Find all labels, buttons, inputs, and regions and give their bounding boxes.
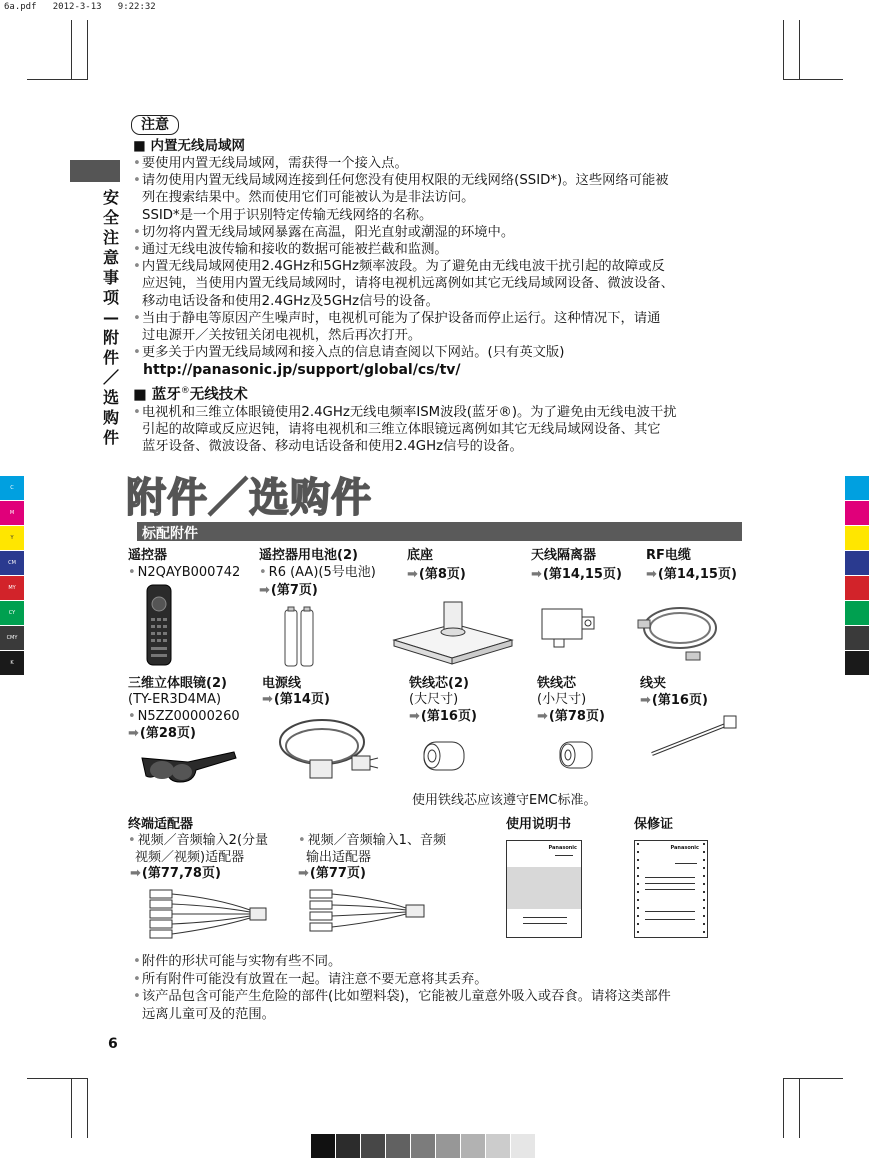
- color-swatch: Y: [0, 526, 24, 550]
- glasses-model1: (TY-ER3D4MA): [128, 692, 222, 707]
- remote-control-image: [146, 584, 172, 666]
- bullet-icon: •: [133, 954, 141, 969]
- bluetooth-note-line: [133, 404, 753, 421]
- bluetooth-title: [133, 383, 248, 404]
- batteries-ref-text: (第7页): [270, 583, 318, 598]
- section-bar: [137, 522, 742, 541]
- adaptor2-ref: [298, 866, 366, 882]
- isolator-ref: [531, 567, 622, 583]
- adaptor2-line1-text: 视频／音频输入1、音频: [307, 833, 446, 848]
- wlan-note-line: [133, 275, 753, 292]
- side-tab-char: 安: [102, 188, 119, 207]
- bullet-icon: •: [133, 989, 141, 1004]
- wlan-note-line: [133, 293, 753, 310]
- power-cord-title: 电源线: [262, 676, 302, 691]
- bluetooth-title-pre: ■ 蓝牙: [133, 387, 181, 403]
- ferrite-large-size: (大尺寸): [409, 692, 459, 707]
- wlan-note-line-text: SSID*是一个用于识别特定传输无线网络的名称。: [142, 207, 433, 223]
- batteries-spec-text: R6 (AA)(5号电池): [268, 565, 376, 580]
- glasses-model2: [128, 709, 240, 725]
- isolator-title: 天线隔离器: [531, 548, 597, 563]
- color-swatch: [845, 476, 869, 500]
- footer-note-line: [133, 988, 753, 1006]
- color-swatch: MY: [0, 576, 24, 600]
- stand-image: [392, 598, 514, 668]
- footer-note-line: [133, 1006, 753, 1024]
- ferrite-small-title: 铁线芯: [537, 676, 577, 691]
- adaptors-title: 终端适配器: [128, 817, 194, 832]
- clamper-ref: [640, 693, 708, 709]
- color-swatch: [845, 601, 869, 625]
- gray-swatch: [461, 1134, 485, 1158]
- wlan-title: ■ 内置无线局域网: [133, 138, 245, 154]
- adaptor2-line1: [298, 833, 446, 849]
- gray-swatch: [511, 1134, 535, 1158]
- bullet-icon: •: [133, 173, 141, 189]
- gray-swatch: [411, 1134, 435, 1158]
- footer-notes: [133, 953, 753, 1023]
- wlan-note-line-text: 内置无线局域网使用2.4GHz和5GHz频率波段。为了避免由无线电波干扰引起的故障或反: [141, 259, 665, 275]
- ferrite-large-title: 铁线芯(2): [409, 676, 469, 691]
- side-tab-char: 选: [102, 388, 119, 407]
- wlan-note-line-text: 通过无线电波传输和接收的数据可能被拦截和监测。: [141, 242, 448, 258]
- side-tab-char: —: [103, 308, 119, 327]
- color-swatch: [845, 526, 869, 550]
- color-swatch: CY: [0, 601, 24, 625]
- color-swatch: CMY: [0, 626, 24, 650]
- adaptor2-line2: 输出适配器: [306, 850, 372, 865]
- arrow-icon: ➡: [262, 692, 273, 707]
- side-tab-char: ／: [102, 368, 119, 387]
- gray-swatch: [436, 1134, 460, 1158]
- adaptor1-image: [146, 888, 274, 940]
- side-tab-char: 附: [102, 328, 119, 347]
- warranty-brand: Panasonic: [670, 845, 699, 851]
- side-tab-char: 全: [102, 208, 119, 227]
- footer-note-line: [133, 971, 753, 989]
- arrow-icon: ➡: [298, 866, 309, 881]
- manual-brand: Panasonic: [548, 845, 577, 851]
- arrow-icon: ➡: [531, 567, 542, 582]
- page-number: 6: [108, 1036, 118, 1052]
- isolator-ref-text: (第14,15页): [542, 567, 622, 582]
- footer-note-line-text: 该产品包含可能产生危险的部件(比如塑料袋)，它能被儿童意外吸入或吞食。请将这类部件: [141, 989, 671, 1004]
- stand-title: 底座: [407, 548, 434, 563]
- arrow-icon: ➡: [537, 709, 548, 724]
- batteries-ref: [259, 583, 318, 599]
- wlan-note-line: [133, 310, 753, 327]
- wlan-note-line: [133, 189, 753, 206]
- footer-note-line-text: 附件的形状可能与实物有些不同。: [141, 954, 342, 969]
- ferrite-small-size: (小尺寸): [537, 692, 587, 707]
- footer-note-line: [133, 953, 753, 971]
- ferrite-large-ref-text: (第16页): [420, 709, 477, 724]
- bluetooth-note-line-text: 引起的故障或反应迟钝，请将电视机和三维立体眼镜远离例如其它无线局域网设备、其它: [142, 422, 661, 438]
- color-swatch: [845, 551, 869, 575]
- clamper-title: 线夹: [640, 676, 667, 691]
- wlan-note-line-text: 请勿使用内置无线局域网连接到任何您没有使用权限的无线网络(SSID*)。这些网络可能被: [141, 173, 669, 189]
- arrow-icon: ➡: [640, 693, 651, 708]
- stand-ref: [407, 567, 466, 583]
- side-tab-char: 件: [102, 348, 119, 367]
- side-tab-text: [99, 188, 123, 448]
- bullet-icon: •: [133, 310, 141, 326]
- wlan-note-line-text: 要使用内置无线局域网，需获得一个接入点。: [141, 156, 408, 171]
- wlan-note-line: [133, 155, 753, 172]
- file-header: 6a.pdf 2012-3-13 9:22:32: [4, 2, 156, 12]
- color-swatch: C: [0, 476, 24, 500]
- side-tab-char: 购: [102, 408, 119, 427]
- gray-swatch: [336, 1134, 360, 1158]
- wlan-note-line-text: 移动电话设备和使用2.4GHz及5GHz信号的设备。: [142, 293, 439, 309]
- power-cord-ref: [262, 692, 330, 708]
- rf-cable-ref-text: (第14,15页): [657, 567, 737, 582]
- bluetooth-note-line: [133, 438, 753, 455]
- warranty-card-image: [634, 840, 708, 938]
- remote-model-text: N2QAYB000742: [137, 565, 241, 580]
- adaptor1-ref-text: (第77,78页): [141, 866, 221, 881]
- adaptor1-ref: [130, 866, 221, 882]
- footer-note-line-text: 远离儿童可及的范围。: [142, 1006, 275, 1022]
- wlan-note-line: [133, 207, 753, 224]
- caution-heading-text: 注意: [141, 117, 169, 133]
- rf-cable-ref: [646, 567, 737, 583]
- bluetooth-title-sup: ®: [180, 386, 190, 397]
- caution-heading: [131, 115, 179, 135]
- manual-image: [506, 840, 582, 938]
- arrow-icon: ➡: [646, 567, 657, 582]
- color-swatch: [845, 576, 869, 600]
- gray-swatch: [486, 1134, 510, 1158]
- bullet-icon: •: [133, 156, 141, 171]
- 3d-glasses-image: [138, 748, 240, 786]
- side-tab-char: 件: [102, 428, 119, 447]
- bullet-icon: •: [133, 971, 141, 987]
- section-label: 标配附件: [142, 526, 198, 542]
- bluetooth-title-post: 无线技术: [189, 387, 248, 403]
- adaptor2-image: [306, 888, 430, 936]
- color-swatch: CM: [0, 551, 24, 575]
- wlan-note-line-text: 过电源开／关按钮关闭电视机，然后再次打开。: [142, 328, 422, 344]
- bluetooth-note-line-text: 蓝牙设备、微波设备、移动电话设备和使用2.4GHz信号的设备。: [142, 439, 523, 455]
- bullet-icon: •: [133, 405, 141, 420]
- adaptor1-line2: 视频／视频)适配器: [135, 850, 245, 865]
- page-title: 附件／选购件: [126, 475, 372, 521]
- arrow-icon: ➡: [128, 726, 139, 741]
- wlan-note-line: [133, 241, 753, 258]
- rf-cable-title: RF电缆: [646, 548, 691, 563]
- manual-title: 使用说明书: [506, 817, 572, 832]
- adaptor1-line1-text: 视频／音频输入2(分量: [137, 833, 269, 848]
- wlan-note-line-text: 列在搜索结果中。然而使用它们可能被认为是非法访问。: [142, 190, 475, 206]
- color-swatch: [845, 626, 869, 650]
- side-tab-char: 项: [102, 288, 119, 307]
- cable-clamper-image: [648, 712, 740, 758]
- ferrite-core-large-image: [418, 736, 470, 778]
- ferrite-small-ref-text: (第78页): [548, 709, 605, 724]
- wlan-note-line-text: 当由于静电等原因产生噪声时，电视机可能为了保护设备而停止运行。这种情况下，请通: [141, 310, 661, 326]
- remote-title: 遥控器: [128, 548, 168, 563]
- gray-swatch: [386, 1134, 410, 1158]
- stand-ref-text: (第8页): [418, 567, 466, 582]
- rf-cable-image: [636, 598, 720, 668]
- arrow-icon: ➡: [130, 866, 141, 881]
- side-tab-char: 事: [102, 268, 119, 287]
- arrow-icon: ➡: [407, 567, 418, 582]
- side-tab-char: 意: [102, 248, 119, 267]
- wlan-note-line: [133, 172, 753, 189]
- power-cord-image: [272, 712, 382, 790]
- bullet-icon: •: [133, 224, 141, 240]
- arrow-icon: ➡: [259, 583, 270, 598]
- remote-model: [128, 565, 240, 581]
- color-swatch: [845, 501, 869, 525]
- adaptor2-ref-text: (第77页): [309, 866, 366, 881]
- wlan-note-line-text: 切勿将内置无线局域网暴露在高温，阳光直射或潮湿的环境中。: [141, 224, 515, 240]
- ferrite-small-ref: [537, 709, 605, 725]
- side-tab-block: [70, 160, 120, 182]
- bluetooth-notes: [133, 404, 753, 456]
- batteries-image: [283, 606, 315, 668]
- wlan-notes: [133, 155, 753, 361]
- support-url: http://panasonic.jp/support/global/cs/tv/: [143, 362, 461, 378]
- wlan-note-line: [133, 327, 753, 344]
- batteries-spec: [259, 565, 376, 581]
- gray-swatch: [361, 1134, 385, 1158]
- batteries-title: 遥控器用电池(2): [259, 548, 358, 563]
- emc-note: 使用铁线芯应该遵守EMC标准。: [412, 793, 597, 808]
- warranty-title: 保修证: [634, 817, 674, 832]
- bluetooth-note-line-text: 电视机和三维立体眼镜使用2.4GHz无线电频率ISM波段(蓝牙®)。为了避免由无线电波干扰: [141, 405, 677, 420]
- ferrite-core-small-image: [556, 738, 598, 776]
- bullet-icon: •: [133, 345, 141, 361]
- color-swatch: [845, 651, 869, 675]
- power-cord-ref-text: (第14页): [273, 692, 330, 707]
- color-swatch: M: [0, 501, 24, 525]
- side-tab-char: 注: [102, 228, 119, 247]
- gray-swatch: [311, 1134, 335, 1158]
- glasses-ref: [128, 726, 196, 742]
- wlan-note-line-text: 应迟钝，当使用内置无线局域网时，请将电视机远离例如其它无线局域网设备、微波设备、: [142, 276, 674, 292]
- glasses-title: 三维立体眼镜(2): [128, 676, 227, 691]
- wlan-note-line: [133, 344, 753, 361]
- wlan-note-line-text: 更多关于内置无线局域网和接入点的信息请查阅以下网站。(只有英文版): [141, 345, 565, 361]
- color-swatch: K: [0, 651, 24, 675]
- glasses-ref-text: (第28页): [139, 726, 196, 741]
- clamper-ref-text: (第16页): [651, 693, 708, 708]
- glasses-model2-text: N5ZZ00000260: [137, 709, 240, 724]
- bluetooth-note-line: [133, 421, 753, 438]
- bullet-icon: •: [133, 242, 141, 258]
- arrow-icon: ➡: [409, 709, 420, 724]
- ferrite-large-ref: [409, 709, 477, 725]
- bullet-icon: •: [133, 259, 141, 275]
- wlan-note-line: [133, 258, 753, 275]
- footer-note-line-text: 所有附件可能没有放置在一起。请注意不要无意将其丢弃。: [141, 971, 488, 987]
- adaptor1-line1: [128, 833, 268, 849]
- isolator-image: [540, 605, 596, 649]
- wlan-note-line: [133, 224, 753, 241]
